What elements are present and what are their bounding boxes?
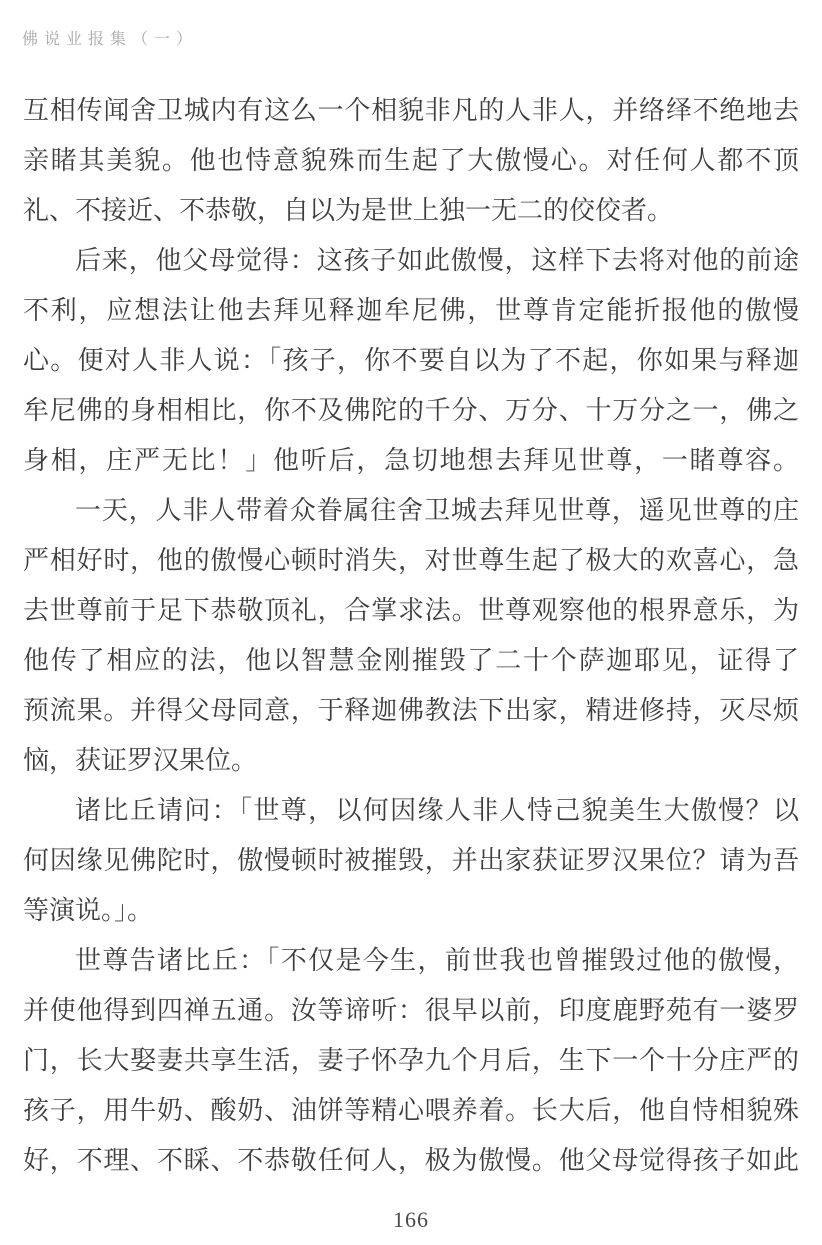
text-line: 亲睹其美貌。他也恃意貌殊而生起了大傲慢心。对任何人都不顶 bbox=[23, 146, 799, 175]
text-line: 他传了相应的法，他以智慧金刚摧毁了二十个萨迦耶见，证得了 bbox=[23, 646, 799, 675]
text-line: 等演说。」。 bbox=[23, 896, 154, 925]
text-line: 何因缘见佛陀时，傲慢顿时被摧毁，并出家获证罗汉果位？请为吾 bbox=[23, 846, 799, 875]
text-line: 诸比丘请问：「世尊，以何因缘人非人恃己貌美生大傲慢？以 bbox=[75, 796, 799, 825]
page-number: 166 bbox=[393, 1207, 429, 1232]
text-line: 预流果。并得父母同意，于释迦佛教法下出家，精进修持，灭尽烦 bbox=[23, 696, 799, 725]
text-line: 恼，获证罗汉果位。 bbox=[23, 746, 258, 775]
running-header: 佛说业报集（一） bbox=[22, 31, 199, 48]
text-line: 后来，他父母觉得：这孩子如此傲慢，这样下去将对他的前途 bbox=[75, 246, 799, 275]
text-line: 互相传闻舍卫城内有这么一个相貌非凡的人非人，并络绎不绝地去 bbox=[23, 96, 799, 125]
text-line: 门，长大娶妻共享生活，妻子怀孕九个月后，生下一个十分庄严的 bbox=[23, 1046, 799, 1075]
text-line: 孩子，用牛奶、酸奶、油饼等精心喂养着。长大后，他自恃相貌殊 bbox=[23, 1096, 799, 1125]
text-line: 牟尼佛的身相相比，你不及佛陀的千分、万分、十万分之一，佛之 bbox=[23, 396, 799, 425]
text-line: 不利，应想法让他去拜见释迦牟尼佛，世尊肯定能折报他的傲慢 bbox=[23, 296, 799, 325]
text-line: 严相好时，他的傲慢心顿时消失，对世尊生起了极大的欢喜心，急 bbox=[23, 546, 799, 575]
page-body-text bbox=[23, 86, 799, 1186]
text-line: 并使他得到四禅五通。汝等谛听：很早以前，印度鹿野苑有一婆罗 bbox=[23, 996, 799, 1025]
text-line: 好，不理、不睬、不恭敬任何人，极为傲慢。他父母觉得孩子如此 bbox=[23, 1146, 799, 1175]
text-line: 一天，人非人带着众眷属往舍卫城去拜见世尊，遥见世尊的庄 bbox=[75, 496, 799, 525]
text-line: 心。便对人非人说：「孩子，你不要自以为了不起，你如果与释迦 bbox=[23, 346, 799, 375]
text-lines bbox=[23, 86, 799, 1186]
text-line: 去世尊前于足下恭敬顶礼，合掌求法。世尊观察他的根界意乐，为 bbox=[23, 596, 799, 625]
text-line: 礼、不接近、不恭敬，自以为是世上独一无二的佼佼者。 bbox=[23, 196, 674, 225]
text-line: 世尊告诸比丘：「不仅是今生，前世我也曾摧毁过他的傲慢， bbox=[75, 946, 799, 975]
text-line: 身相，庄严无比！」他听后，急切地想去拜见世尊，一睹尊容。 bbox=[23, 446, 799, 475]
